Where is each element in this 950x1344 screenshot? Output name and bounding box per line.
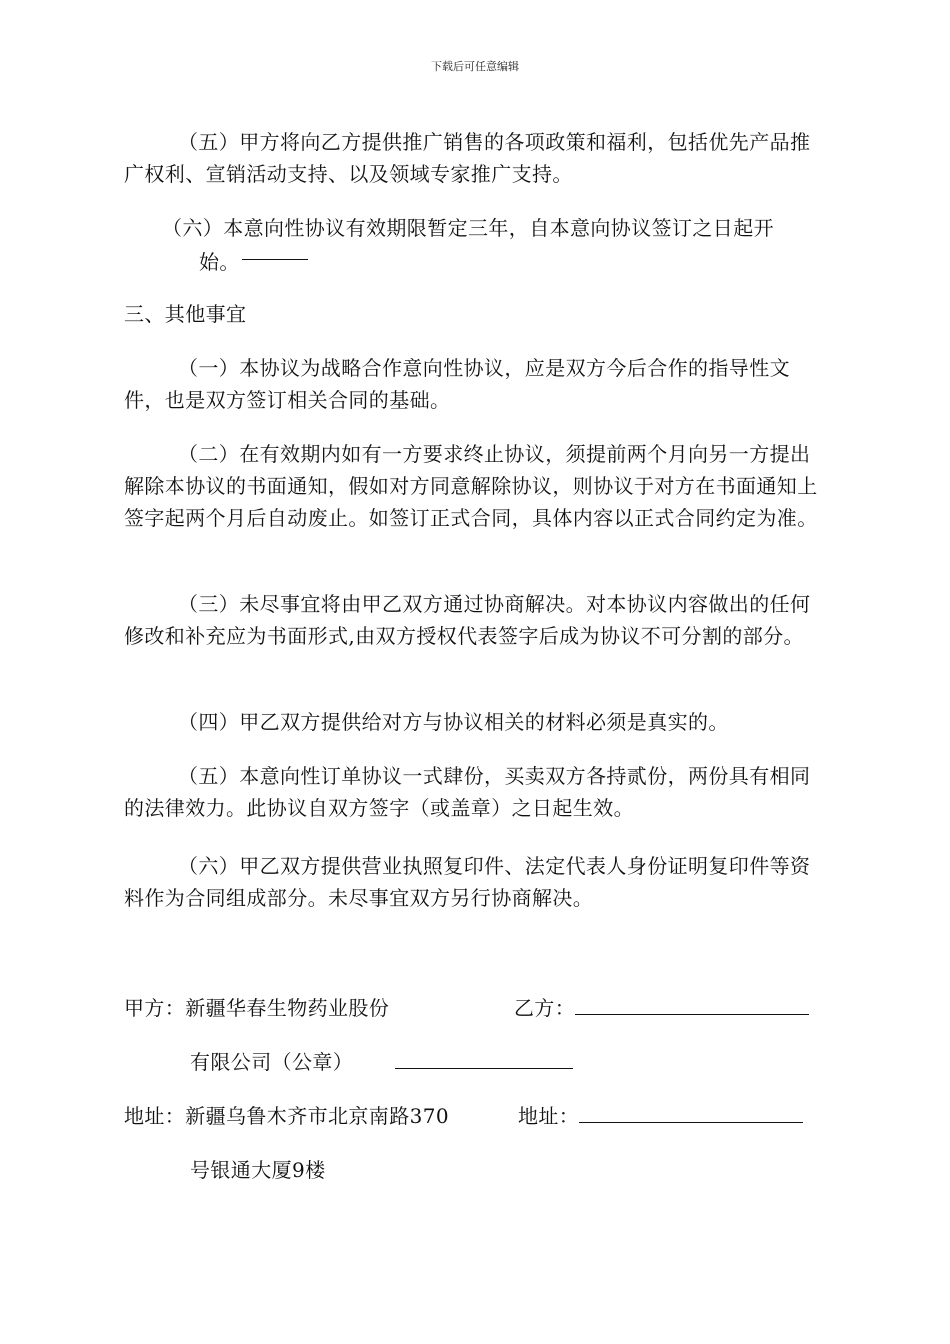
clause-3-3: （三）未尽事宜将由甲乙双方通过协商解决。对本协议内容做出的任何修改和补充应为书面形式,由双方授权代表签字后成为协议不可分割的部分。 [124,592,811,648]
party-a-seal-row [190,1046,573,1078]
party-a-label: 甲方：新疆华春生物药业股份 [124,996,390,1020]
section-3-title: 三、其他事宜 [124,302,247,326]
party-b-signature-line[interactable] [575,1014,809,1015]
clause-3-5: （五）本意向性订单协议一式肆份，买卖双方各持贰份，两份具有相同的法律效力。此协议自双方签字（或盖章）之日起生效。 [124,764,811,820]
clause-3-6: （六）甲乙双方提供营业执照复印件、法定代表人身份证明复印件等资料作为合同组成部分。未尽事宜双方另行协商解决。 [124,854,811,910]
address-b-line[interactable] [579,1122,803,1123]
paragraph-2-5: （五）甲方将向乙方提供推广销售的各项政策和福利，包括优先产品推广权利、宣销活动支持、以及领域专家推广支持。 [124,130,811,186]
address-a-line2: 号银通大厦9楼 [190,1158,326,1182]
party-b-label: 乙方： [514,996,576,1020]
clause-3-2: （二）在有效期内如有一方要求终止协议，须提前两个月向另一方提出解除本协议的书面通知，假如对方同意解除协议，则协议于对方在书面通知上签字起两个月后自动废止。如签订正式合同，具体内容以正式合同约定为准。 [124,442,818,530]
clause-3-1: （一）本协议为战略合作意向性协议，应是双方今后合作的指导性文件，也是双方签订相关合同的基础。 [124,356,790,412]
paragraph-2-6-text: 始。 [199,250,240,274]
page-header-note: 下载后可任意编辑 [431,60,519,73]
paragraph-2-6-line1: （六）本意向性协议有效期限暂定三年，自本意向协议签订之日起开 [162,216,774,240]
dash-line [242,259,308,260]
party-a-seal-label: 有限公司（公章） [190,1050,354,1074]
address-b-row [518,1100,803,1132]
address-a-label: 地址：新疆乌鲁木齐市北京南路370 [124,1104,449,1128]
clause-3-4: （四）甲乙双方提供给对方与协议相关的材料必须是真实的。 [178,710,729,734]
party-a-seal-line[interactable] [395,1068,573,1069]
address-b-label: 地址： [518,1104,580,1128]
paragraph-2-6-line2 [199,246,308,278]
party-b-row [514,992,809,1024]
